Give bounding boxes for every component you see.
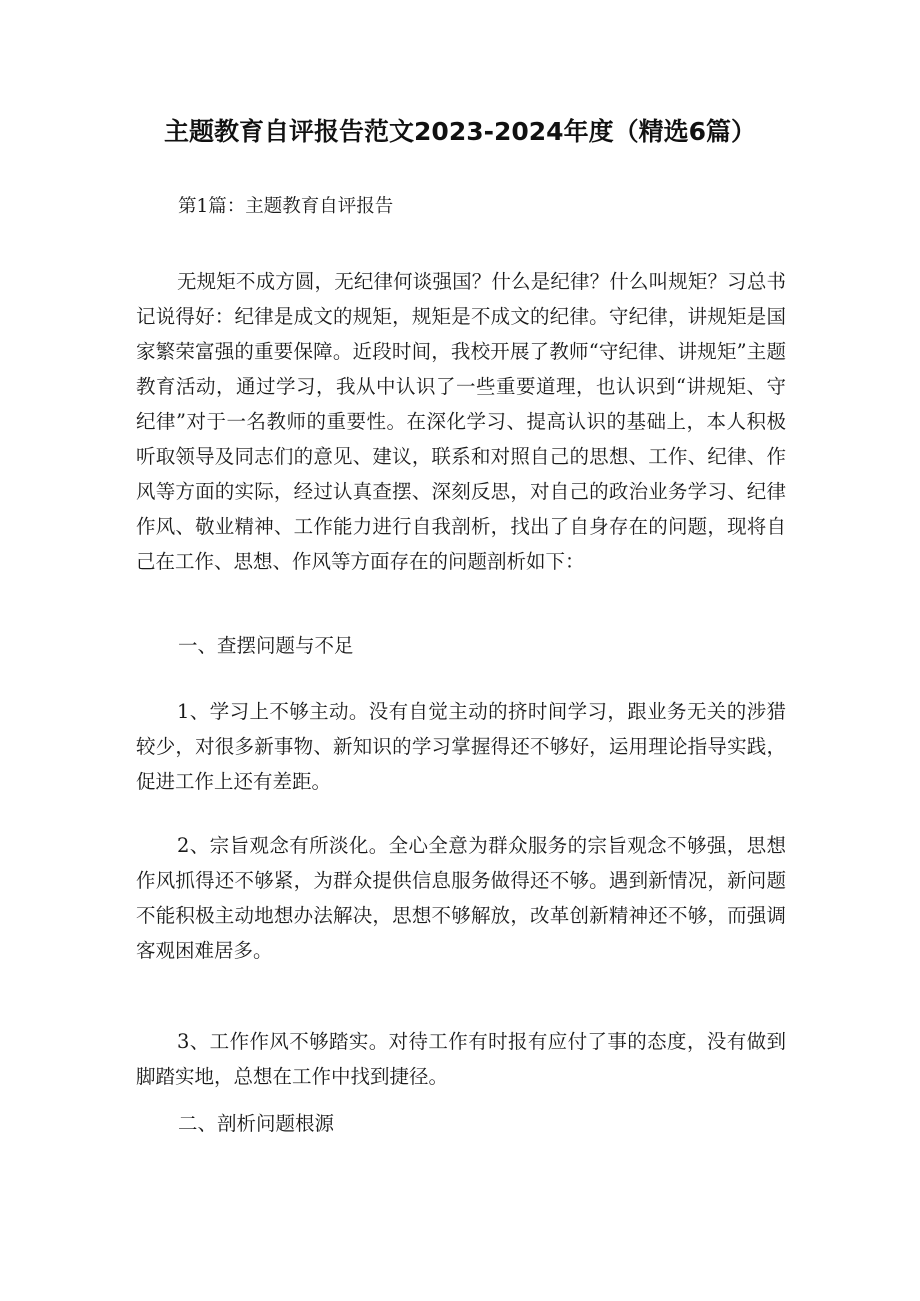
section-heading: 第1篇：主题教育自评报告	[178, 196, 394, 217]
intro-paragraph: 无规矩不成方圆，无纪律何谈强国？什么是纪律？什么叫规矩？习总书记说得好：纪律是成文的规矩，规矩是不成文的纪律。守纪律，讲规矩是国家繁荣富强的重要保障。近段时间，我校开展了教师“守纪律、讲规矩”主题教育活动，通过学习，我从中认识了一些重要道理，也认识到“讲规矩、守纪律”对于一名教师的重要性。在深化学习、提高认识的基础上，本人积极听取领导及同志们的意见、建议，联系和对照自己的思想、工作、纪律、作风等方面的实际，经过认真查摆、深刻反思，对自己的政治业务学习、纪律作风、敬业精神、工作能力进行自我剖析，找出了自身存在的问题，现将自己在工作、思想、作风等方面存在的问题剖析如下：	[136, 270, 786, 573]
problem-item-2: 2、宗旨观念有所淡化。全心全意为群众服务的宗旨观念不够强，思想作风抓得还不够紧，为群众提供信息服务做得还不够。遇到新情况，新问题不能积极主动地想办法解决，思想不够解放，改革创新精神还不够，而强调客观困难居多。	[136, 834, 786, 962]
heading-root-causes: 二、剖析问题根源	[178, 1112, 335, 1135]
document-title: 主题教育自评报告范文2023-2024年度（精选6篇）	[164, 117, 756, 146]
problem-item-3: 3、工作作风不够踏实。对待工作有时报有应付了事的态度，没有做到脚踏实地，总想在工作中找到捷径。	[136, 1030, 786, 1088]
heading-problems: 一、查摆问题与不足	[178, 634, 354, 657]
problem-item-1: 1、学习上不够主动。没有自觉主动的挤时间学习，跟业务无关的涉猎较少，对很多新事物、新知识的学习掌握得还不够好，运用理论指导实践，促进工作上还有差距。	[136, 700, 786, 793]
